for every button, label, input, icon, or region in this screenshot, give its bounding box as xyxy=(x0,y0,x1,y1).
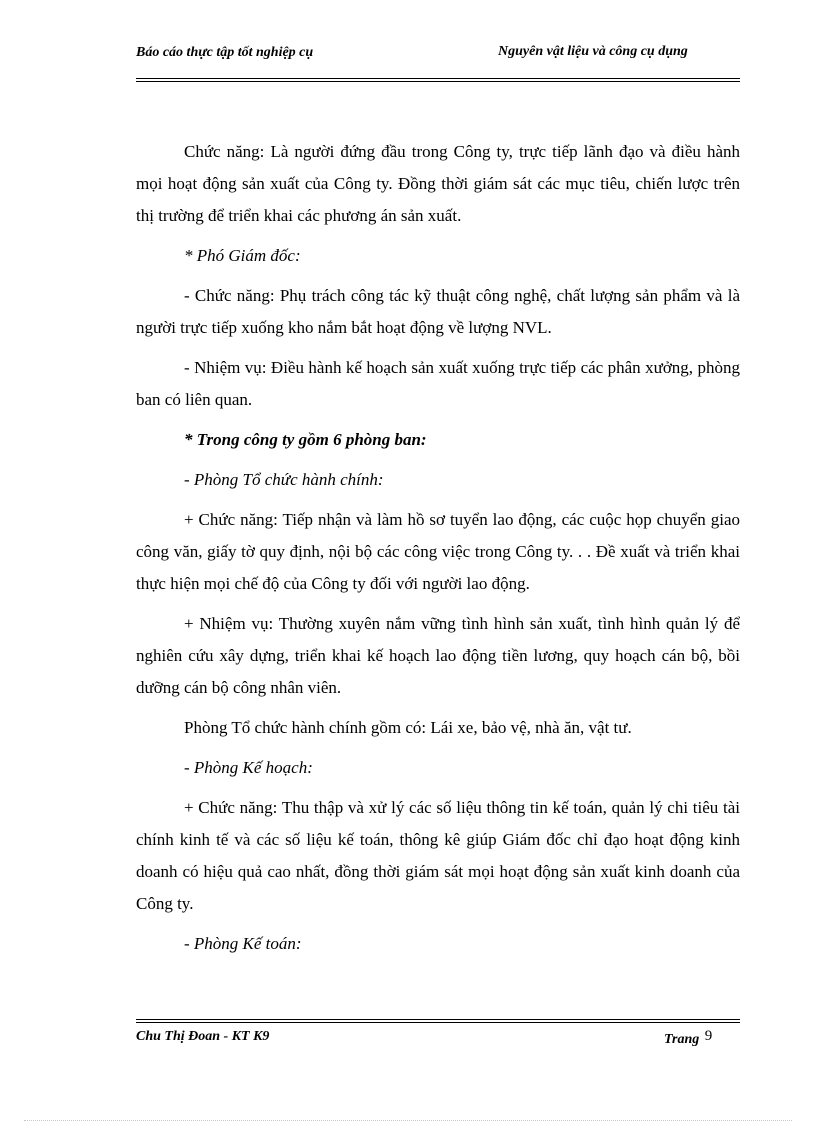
page-bottom-dotted-border xyxy=(24,1120,792,1121)
heading-deputy-director: * Phó Giám đốc: xyxy=(184,246,301,265)
footer-author: Chu Thị Đoan - KT K9 xyxy=(136,1029,270,1044)
footer-rule-top xyxy=(136,1019,740,1020)
paragraph-admin-function: + Chức năng: Tiếp nhận và làm hồ sơ tuyển lao động, các cuộc họp chuyển giao công văn, giấy tờ quy định, nội bộ các công việc trong Công ty. . . Đề xuất và triển khai thực hiện mọi chế độ của Công ty đối với người lao động. xyxy=(136,510,740,593)
heading-planning-department: - Phòng Kế hoạch: xyxy=(184,758,313,777)
body-text xyxy=(136,136,740,968)
header-topic-title: Nguyên vật liệu và công cụ dụng xyxy=(498,44,688,59)
header-rule-bottom xyxy=(136,81,740,82)
paragraph-deputy-duty: - Nhiệm vụ: Điều hành kế hoạch sản xuất xuống trực tiếp các phân xưởng, phòng ban có liên quan. xyxy=(136,358,740,409)
paragraph-deputy-function: - Chức năng: Phụ trách công tác kỹ thuật công nghệ, chất lượng sản phẩm và là người trực tiếp xuống kho nắm bắt hoạt động về lượng NVL. xyxy=(136,286,740,337)
paragraph-planning-function: + Chức năng: Thu thập và xử lý các số liệu thông tin kế toán, quản lý chi tiêu tài chính kinh tế và các số liệu kế toán, thông kê giúp Giám đốc chỉ đạo hoạt động kinh doanh có hiệu quả cao nhất, đồng thời giám sát mọi hoạt động sản xuất kinh doanh của Công ty. xyxy=(136,798,740,913)
heading-departments: * Trong công ty gồm 6 phòng ban: xyxy=(184,430,427,449)
heading-accounting-department: - Phòng Kế toán: xyxy=(184,934,302,953)
header-rule-top xyxy=(136,78,740,79)
footer-page-label: Trang xyxy=(664,1032,700,1047)
paragraph-director-function: Chức năng: Là người đứng đầu trong Công ty, trực tiếp lãnh đạo và điều hành mọi hoạt động sản xuất của Công ty. Đồng thời giám sát các mục tiêu, chiến lược trên thị trường để triển khai các phương án sản xuất. xyxy=(136,142,740,225)
paragraph-admin-duty: + Nhiệm vụ: Thường xuyên nắm vững tình hình sản xuất, tình hình quản lý để nghiên cứu xây dựng, triển khai kế hoạch lao động tiền lương, quy hoạch cán bộ, bồi dưỡng cán bộ công nhân viên. xyxy=(136,614,740,697)
header-report-title: Báo cáo thực tập tốt nghiệp cụ xyxy=(136,45,314,60)
heading-admin-department: - Phòng Tổ chức hành chính: xyxy=(184,470,384,489)
paragraph-admin-members: Phòng Tổ chức hành chính gồm có: Lái xe, bảo vệ, nhà ăn, vật tư. xyxy=(184,718,632,737)
footer-rule-bottom xyxy=(136,1022,740,1023)
footer-page-indicator xyxy=(664,1028,713,1048)
footer-page-number: 9 xyxy=(704,1028,713,1044)
